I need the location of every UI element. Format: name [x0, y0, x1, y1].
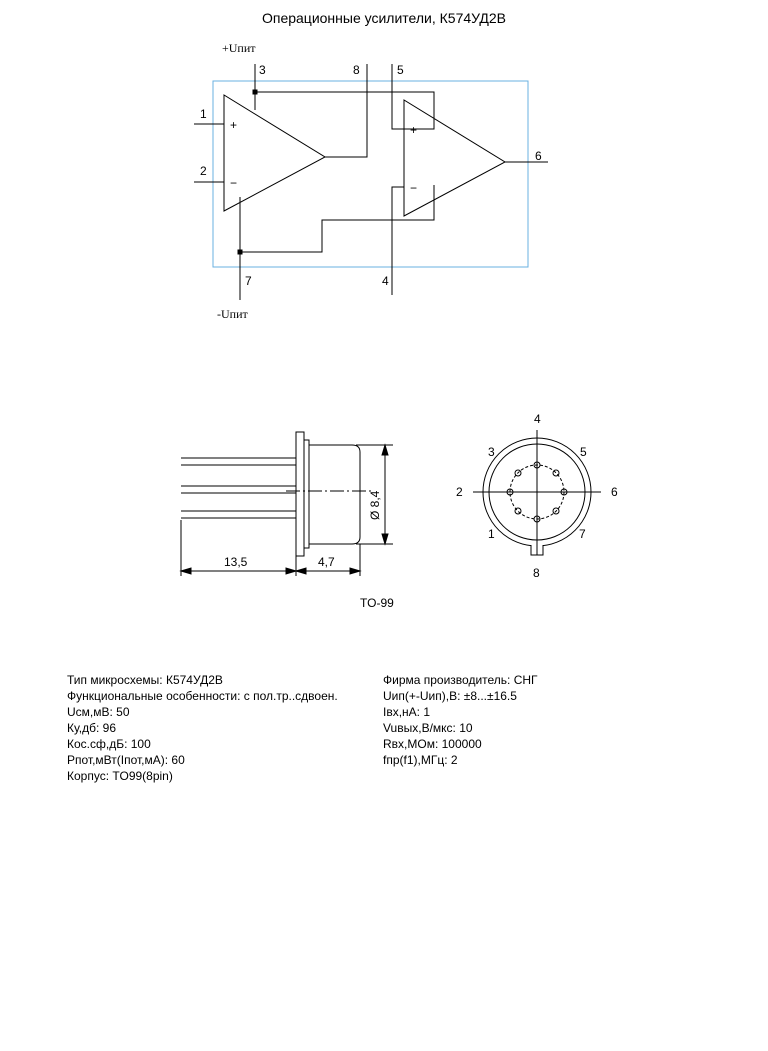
param-bandwidth: fпр(f1),МГц: 2 [383, 753, 458, 767]
param-slew-rate: Vuвых,В/мкс: 10 [383, 721, 473, 735]
junction-dot-bottom [238, 250, 242, 254]
supply-pos-bus [255, 92, 434, 129]
top-pin8-label: 8 [533, 566, 540, 580]
pin5-label: 5 [397, 63, 404, 77]
pin2-label: 2 [200, 164, 207, 178]
package-can [309, 445, 360, 544]
top-pin7-label: 7 [579, 527, 586, 541]
supply-neg-bus [240, 185, 434, 252]
param-offset-voltage: Uсм,мВ: 50 [67, 705, 130, 719]
parameters-section [0, 672, 768, 802]
top-pin2-label: 2 [456, 485, 463, 499]
package-flange-inner [304, 440, 309, 548]
dim-diameter-label: Ø 8,4 [368, 490, 382, 520]
param-chip-type: Тип микросхемы: К574УД2В [67, 673, 223, 687]
pin4-wire [392, 187, 404, 295]
page-title: Операционные усилители, К574УД2В [261, 10, 507, 26]
package-name-label: TO-99 [360, 596, 394, 610]
len-arrow-3 [296, 568, 306, 574]
pin6-label: 6 [535, 149, 542, 163]
pin4-label: 4 [382, 274, 389, 288]
junction-dot-top [253, 90, 257, 94]
pin3-label: 3 [259, 63, 266, 77]
opamp-2-triangle [404, 100, 505, 216]
dim-body-label: 4,7 [318, 555, 335, 569]
top-pin3-label: 3 [488, 445, 495, 459]
param-input-resistance: Rвх,МОм: 100000 [383, 737, 482, 751]
len-arrow-1 [181, 568, 191, 574]
param-power: Рпот,мВт(Iпот,мА): 60 [67, 753, 185, 767]
params-right-column [383, 672, 538, 768]
len-arrow-4 [350, 568, 360, 574]
supply-neg-label: -Uпит [217, 307, 248, 321]
pin8-label: 8 [353, 63, 360, 77]
opamp-2-minus: − [410, 181, 418, 195]
opamp-1-triangle [224, 95, 325, 211]
top-pin4-label: 4 [534, 412, 541, 426]
opamp-schematic [194, 64, 548, 300]
param-manufacturer: Фирма производитель: СНГ [383, 673, 538, 687]
param-supply-voltage: Uип(+-Uип),В: ±8...±16.5 [383, 689, 517, 703]
top-pin6-label: 6 [611, 485, 618, 499]
top-pin5-label: 5 [580, 445, 587, 459]
package-flange [296, 432, 304, 556]
dia-arrow-top [382, 445, 388, 455]
param-input-current: Iвх,нА: 1 [383, 705, 431, 719]
top-pin1-label: 1 [488, 527, 495, 541]
param-gain: Ку,дб: 96 [67, 721, 117, 735]
param-package: Корпус: TO99(8pin) [67, 769, 173, 783]
dim-length-label: 13,5 [224, 555, 248, 569]
package-side-view [181, 432, 393, 576]
opamp-1-plus: + [230, 118, 238, 132]
pin1-label: 1 [200, 107, 207, 121]
dia-arrow-bottom [382, 534, 388, 544]
package-outline [213, 81, 528, 267]
opamp-1-minus: − [230, 176, 238, 190]
opamp-2-plus: + [410, 123, 418, 137]
schematic-labels [200, 41, 542, 321]
params-left-column [67, 672, 338, 784]
supply-pos-label: +Uпит [222, 41, 256, 55]
pin7-label: 7 [245, 274, 252, 288]
pin8-wire [325, 64, 367, 157]
param-features: Функциональные особенности: с пол.тр..сдвоен. [67, 689, 338, 703]
param-cmrr: Кос.сф,дБ: 100 [67, 737, 151, 751]
